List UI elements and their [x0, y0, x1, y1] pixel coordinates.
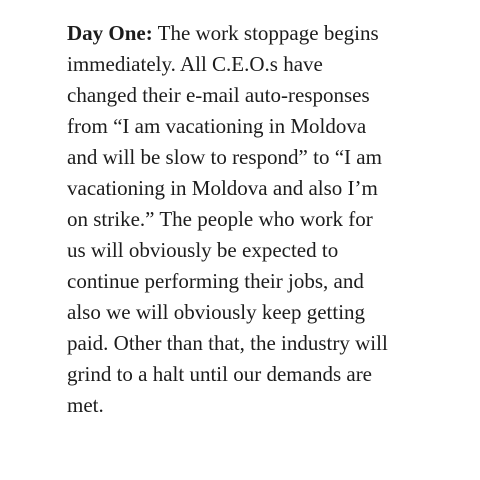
- paragraph-line: immediately. All C.E.O.s have: [67, 52, 323, 76]
- paragraph-line: paid. Other than that, the industry will: [67, 331, 388, 355]
- paragraph-line: grind to a halt until our demands are: [67, 362, 373, 386]
- paragraph-line: changed their e-mail auto-responses: [67, 83, 370, 107]
- paragraph-line: also we will obviously keep getting: [67, 300, 366, 324]
- first-line-text: The work stoppage begins: [152, 21, 379, 45]
- paragraph-line: us will obviously be expected to: [67, 238, 339, 262]
- paragraph-line: continue performing their jobs, and: [67, 269, 364, 293]
- paragraph-line: on strike.” The people who work for: [67, 207, 373, 231]
- body-paragraph: [67, 18, 467, 421]
- paragraph-line: and will be slow to respond” to “I am: [67, 145, 382, 169]
- paragraph-line: met.: [67, 393, 104, 417]
- paragraph-line: vacationing in Moldova and also I’m: [67, 176, 378, 200]
- paragraph-line: from “I am vacationing in Moldova: [67, 114, 367, 138]
- lead-heading: Day One:: [67, 21, 153, 45]
- paragraph-line-1: [67, 18, 467, 49]
